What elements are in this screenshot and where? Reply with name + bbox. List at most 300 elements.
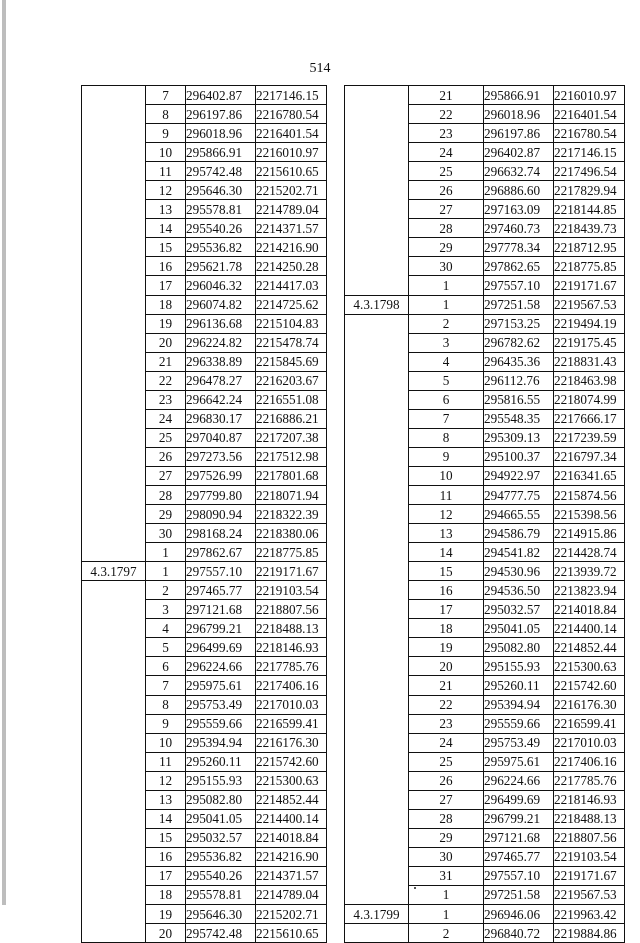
x-coordinate-cell: 296402.87 xyxy=(484,143,554,162)
scan-edge-shadow xyxy=(2,0,6,905)
point-number-cell: 7 xyxy=(409,409,484,428)
x-coordinate-cell: 296499.69 xyxy=(484,790,554,809)
x-coordinate-cell: 296782.62 xyxy=(484,333,554,352)
y-coordinate-cell: 2214400.14 xyxy=(256,809,327,828)
point-number-cell: 18 xyxy=(146,295,186,314)
y-coordinate-cell: 2218775.85 xyxy=(256,543,327,562)
y-coordinate-cell: 2214428.74 xyxy=(554,543,625,562)
table-row xyxy=(82,581,327,600)
y-coordinate-cell: 2217146.15 xyxy=(256,86,327,105)
y-coordinate-cell: 2214250.28 xyxy=(256,257,327,276)
y-coordinate-cell: 2219963.42 xyxy=(554,905,625,924)
x-coordinate-cell: 297799.80 xyxy=(186,485,256,504)
x-coordinate-cell: 294536.50 xyxy=(484,581,554,600)
point-number-cell: 19 xyxy=(146,905,186,924)
section-id-cell xyxy=(82,314,146,333)
section-id-cell xyxy=(345,695,409,714)
x-coordinate-cell: 296018.96 xyxy=(186,124,256,143)
page-number: 514 xyxy=(309,61,331,76)
point-number-cell: 15 xyxy=(146,238,186,257)
y-coordinate-cell: 2215202.71 xyxy=(256,181,327,200)
table-row xyxy=(345,581,625,600)
table-row xyxy=(345,905,625,924)
x-coordinate-cell: 297163.09 xyxy=(484,200,554,219)
table-row xyxy=(345,200,625,219)
x-coordinate-cell: 295816.55 xyxy=(484,390,554,409)
point-number-cell: 2 xyxy=(409,314,484,333)
y-coordinate-cell: 2217406.16 xyxy=(256,676,327,695)
y-coordinate-cell: 2215300.63 xyxy=(256,771,327,790)
y-coordinate-cell: 2216599.41 xyxy=(554,714,625,733)
y-coordinate-cell: 2216341.65 xyxy=(554,466,625,485)
x-coordinate-cell: 295536.82 xyxy=(186,847,256,866)
x-coordinate-cell: 295540.26 xyxy=(186,866,256,885)
point-number-cell: 19 xyxy=(146,314,186,333)
table-row xyxy=(82,390,327,409)
table-row xyxy=(82,466,327,485)
point-number-cell: 25 xyxy=(409,162,484,181)
point-number-cell: 7 xyxy=(146,676,186,695)
y-coordinate-cell: 2215104.83 xyxy=(256,314,327,333)
y-coordinate-cell: 2218807.56 xyxy=(554,828,625,847)
x-coordinate-cell: 296197.86 xyxy=(484,124,554,143)
point-number-cell: 1 xyxy=(146,543,186,562)
section-id-cell xyxy=(345,485,409,504)
point-number-cell: 9 xyxy=(146,124,186,143)
table-row xyxy=(345,638,625,657)
y-coordinate-cell: 2216401.54 xyxy=(256,124,327,143)
table-row xyxy=(345,809,625,828)
y-coordinate-cell: 2215874.56 xyxy=(554,485,625,504)
y-coordinate-cell: 2217207.38 xyxy=(256,428,327,447)
section-id-cell xyxy=(82,924,146,943)
point-number-cell: 1 xyxy=(409,885,484,904)
table-row xyxy=(82,505,327,524)
y-coordinate-cell: 2214400.14 xyxy=(554,619,625,638)
section-id-cell xyxy=(345,676,409,695)
point-number-cell: 27 xyxy=(409,790,484,809)
y-coordinate-cell: 2219567.53 xyxy=(554,885,625,904)
section-id-cell xyxy=(82,371,146,390)
point-number-cell: 27 xyxy=(409,200,484,219)
section-id-cell xyxy=(345,200,409,219)
table-row xyxy=(345,238,625,257)
table-row xyxy=(82,86,327,105)
y-coordinate-cell: 2217801.68 xyxy=(256,466,327,485)
section-id-cell xyxy=(345,733,409,752)
section-id-cell xyxy=(82,752,146,771)
x-coordinate-cell: 297153.25 xyxy=(484,314,554,333)
table-row xyxy=(82,619,327,638)
y-coordinate-cell: 2214371.57 xyxy=(256,866,327,885)
section-id-cell xyxy=(345,562,409,581)
table-row xyxy=(345,105,625,124)
point-number-cell: 17 xyxy=(146,866,186,885)
point-number-cell: 29 xyxy=(409,828,484,847)
table-row xyxy=(82,162,327,181)
table-row xyxy=(82,447,327,466)
x-coordinate-cell: 295082.80 xyxy=(186,790,256,809)
y-coordinate-cell: 2219171.67 xyxy=(554,276,625,295)
point-number-cell: 8 xyxy=(409,428,484,447)
table-row xyxy=(82,485,327,504)
y-coordinate-cell: 2216401.54 xyxy=(554,105,625,124)
y-coordinate-cell: 2215845.69 xyxy=(256,352,327,371)
x-coordinate-cell: 296435.36 xyxy=(484,352,554,371)
y-coordinate-cell: 2214852.44 xyxy=(554,638,625,657)
table-row xyxy=(82,333,327,352)
x-coordinate-cell: 294541.82 xyxy=(484,543,554,562)
section-id-cell xyxy=(82,866,146,885)
point-number-cell: 12 xyxy=(409,505,484,524)
y-coordinate-cell: 2216010.97 xyxy=(256,143,327,162)
table-row xyxy=(82,924,327,943)
section-id-cell xyxy=(82,390,146,409)
x-coordinate-cell: 294777.75 xyxy=(484,485,554,504)
x-coordinate-cell: 296830.17 xyxy=(186,409,256,428)
section-id-cell xyxy=(345,657,409,676)
y-coordinate-cell: 2214789.04 xyxy=(256,200,327,219)
table-row xyxy=(345,371,625,390)
table-row xyxy=(345,390,625,409)
x-coordinate-cell: 295536.82 xyxy=(186,238,256,257)
point-number-cell: 27 xyxy=(146,466,186,485)
x-coordinate-cell: 297251.58 xyxy=(484,885,554,904)
x-coordinate-cell: 297460.73 xyxy=(484,219,554,238)
y-coordinate-cell: 2218807.56 xyxy=(256,600,327,619)
section-id-cell xyxy=(82,409,146,428)
y-coordinate-cell: 2215398.56 xyxy=(554,505,625,524)
x-coordinate-cell: 296840.72 xyxy=(484,924,554,943)
point-number-cell: 19 xyxy=(409,638,484,657)
table-row xyxy=(82,600,327,619)
point-number-cell: 13 xyxy=(146,790,186,809)
y-coordinate-cell: 2216176.30 xyxy=(554,695,625,714)
y-coordinate-cell: 2214417.03 xyxy=(256,276,327,295)
section-id-cell xyxy=(345,505,409,524)
table-row xyxy=(345,447,625,466)
table-row xyxy=(82,409,327,428)
point-number-cell: 14 xyxy=(409,543,484,562)
point-number-cell: 2 xyxy=(409,924,484,943)
point-number-cell: 26 xyxy=(409,181,484,200)
x-coordinate-cell: 296018.96 xyxy=(484,105,554,124)
point-number-cell: 9 xyxy=(146,714,186,733)
y-coordinate-cell: 2214216.90 xyxy=(256,238,327,257)
y-coordinate-cell: 2216780.54 xyxy=(554,124,625,143)
table-row xyxy=(82,543,327,562)
point-number-cell: 6 xyxy=(146,657,186,676)
table-row xyxy=(345,314,625,333)
point-number-cell: 20 xyxy=(146,333,186,352)
x-coordinate-cell: 295082.80 xyxy=(484,638,554,657)
x-coordinate-cell: 296136.68 xyxy=(186,314,256,333)
table-row xyxy=(345,352,625,371)
point-number-cell: 25 xyxy=(409,752,484,771)
section-id-cell xyxy=(345,409,409,428)
point-number-cell: 22 xyxy=(409,105,484,124)
x-coordinate-cell: 296946.06 xyxy=(484,905,554,924)
scan-speck xyxy=(414,887,416,889)
section-id-cell xyxy=(82,600,146,619)
x-coordinate-cell: 295646.30 xyxy=(186,905,256,924)
y-coordinate-cell: 2215478.74 xyxy=(256,333,327,352)
y-coordinate-cell: 2217785.76 xyxy=(554,771,625,790)
point-number-cell: 4 xyxy=(146,619,186,638)
y-coordinate-cell: 2217239.59 xyxy=(554,428,625,447)
y-coordinate-cell: 2216176.30 xyxy=(256,733,327,752)
y-coordinate-cell: 2218831.43 xyxy=(554,352,625,371)
table-row xyxy=(345,828,625,847)
y-coordinate-cell: 2218380.06 xyxy=(256,524,327,543)
y-coordinate-cell: 2214216.90 xyxy=(256,847,327,866)
table-row xyxy=(345,733,625,752)
point-number-cell: 11 xyxy=(409,485,484,504)
y-coordinate-cell: 2217829.94 xyxy=(554,181,625,200)
y-coordinate-cell: 2219567.53 xyxy=(554,295,625,314)
x-coordinate-cell: 296886.60 xyxy=(484,181,554,200)
x-coordinate-cell: 297121.68 xyxy=(186,600,256,619)
section-id-cell xyxy=(345,790,409,809)
y-coordinate-cell: 2217010.03 xyxy=(554,733,625,752)
x-coordinate-cell: 295100.37 xyxy=(484,447,554,466)
x-coordinate-cell: 296402.87 xyxy=(186,86,256,105)
point-number-cell: 29 xyxy=(409,238,484,257)
section-id-cell xyxy=(345,105,409,124)
section-id-cell xyxy=(82,162,146,181)
table-row xyxy=(82,238,327,257)
section-id-cell xyxy=(345,276,409,295)
section-id-cell xyxy=(345,447,409,466)
x-coordinate-cell: 296478.27 xyxy=(186,371,256,390)
section-id-cell xyxy=(345,181,409,200)
x-coordinate-cell: 295559.66 xyxy=(484,714,554,733)
point-number-cell: 26 xyxy=(409,771,484,790)
section-id-cell xyxy=(82,257,146,276)
x-coordinate-cell: 295394.94 xyxy=(186,733,256,752)
section-id-cell xyxy=(345,524,409,543)
section-id-cell xyxy=(345,885,409,904)
x-coordinate-cell: 295032.57 xyxy=(186,828,256,847)
point-number-cell: 11 xyxy=(146,752,186,771)
y-coordinate-cell: 2214852.44 xyxy=(256,790,327,809)
x-coordinate-cell: 297465.77 xyxy=(484,847,554,866)
x-coordinate-cell: 297040.87 xyxy=(186,428,256,447)
point-number-cell: 22 xyxy=(409,695,484,714)
point-number-cell: 12 xyxy=(146,181,186,200)
table-row xyxy=(345,295,625,314)
point-number-cell: 1 xyxy=(409,295,484,314)
x-coordinate-cell: 295578.81 xyxy=(186,200,256,219)
point-number-cell: 14 xyxy=(146,809,186,828)
point-number-cell: 18 xyxy=(146,885,186,904)
point-number-cell: 28 xyxy=(409,219,484,238)
section-id-cell xyxy=(82,733,146,752)
point-number-cell: 14 xyxy=(146,219,186,238)
table-row xyxy=(345,600,625,619)
section-id-cell: 4.3.1797 xyxy=(82,562,146,581)
table-row xyxy=(345,466,625,485)
table-row xyxy=(82,638,327,657)
table-row xyxy=(82,771,327,790)
y-coordinate-cell: 2218144.85 xyxy=(554,200,625,219)
section-id-cell xyxy=(82,714,146,733)
section-id-cell xyxy=(345,600,409,619)
y-coordinate-cell: 2216010.97 xyxy=(554,86,625,105)
y-coordinate-cell: 2218074.99 xyxy=(554,390,625,409)
table-row xyxy=(345,695,625,714)
section-id-cell xyxy=(345,333,409,352)
point-number-cell: 3 xyxy=(146,600,186,619)
point-number-cell: 8 xyxy=(146,695,186,714)
section-id-cell xyxy=(82,619,146,638)
x-coordinate-cell: 295742.48 xyxy=(186,924,256,943)
x-coordinate-cell: 294586.79 xyxy=(484,524,554,543)
table-row xyxy=(345,866,625,885)
point-number-cell: 15 xyxy=(146,828,186,847)
point-number-cell: 12 xyxy=(146,771,186,790)
table-row xyxy=(345,524,625,543)
section-id-cell xyxy=(82,276,146,295)
x-coordinate-cell: 295646.30 xyxy=(186,181,256,200)
section-id-cell xyxy=(82,638,146,657)
x-coordinate-cell: 294530.96 xyxy=(484,562,554,581)
y-coordinate-cell: 2213939.72 xyxy=(554,562,625,581)
section-id-cell xyxy=(82,790,146,809)
section-id-cell xyxy=(345,752,409,771)
section-id-cell xyxy=(82,695,146,714)
x-coordinate-cell: 298090.94 xyxy=(186,505,256,524)
x-coordinate-cell: 295975.61 xyxy=(186,676,256,695)
y-coordinate-cell: 2214018.84 xyxy=(256,828,327,847)
section-id-cell xyxy=(82,238,146,257)
section-id-cell xyxy=(345,390,409,409)
x-coordinate-cell: 297862.67 xyxy=(186,543,256,562)
table-row xyxy=(345,676,625,695)
y-coordinate-cell: 2213823.94 xyxy=(554,581,625,600)
table-row xyxy=(345,276,625,295)
section-id-cell xyxy=(345,257,409,276)
y-coordinate-cell: 2218775.85 xyxy=(554,257,625,276)
y-coordinate-cell: 2219884.86 xyxy=(554,924,625,943)
x-coordinate-cell: 295753.49 xyxy=(186,695,256,714)
table-row xyxy=(345,143,625,162)
x-coordinate-cell: 296799.21 xyxy=(186,619,256,638)
y-coordinate-cell: 2214789.04 xyxy=(256,885,327,904)
point-number-cell: 10 xyxy=(146,143,186,162)
x-coordinate-cell: 295866.91 xyxy=(186,143,256,162)
x-coordinate-cell: 297251.58 xyxy=(484,295,554,314)
table-row xyxy=(82,371,327,390)
y-coordinate-cell: 2216780.54 xyxy=(256,105,327,124)
section-id-cell xyxy=(82,543,146,562)
section-id-cell: 4.3.1798 xyxy=(345,295,409,314)
section-id-cell xyxy=(82,200,146,219)
point-number-cell: 13 xyxy=(146,200,186,219)
point-number-cell: 3 xyxy=(409,333,484,352)
point-number-cell: 4 xyxy=(409,352,484,371)
y-coordinate-cell: 2214725.62 xyxy=(256,295,327,314)
table-row xyxy=(82,752,327,771)
section-id-cell xyxy=(82,581,146,600)
table-row xyxy=(82,352,327,371)
section-id-cell xyxy=(82,676,146,695)
point-number-cell: 31 xyxy=(409,866,484,885)
table-row xyxy=(82,124,327,143)
section-id-cell xyxy=(345,352,409,371)
x-coordinate-cell: 297526.99 xyxy=(186,466,256,485)
x-coordinate-cell: 296799.21 xyxy=(484,809,554,828)
y-coordinate-cell: 2218146.93 xyxy=(256,638,327,657)
table-row xyxy=(82,790,327,809)
point-number-cell: 21 xyxy=(409,86,484,105)
y-coordinate-cell: 2215742.60 xyxy=(554,676,625,695)
x-coordinate-cell: 294922.97 xyxy=(484,466,554,485)
point-number-cell: 23 xyxy=(409,714,484,733)
y-coordinate-cell: 2219171.67 xyxy=(256,562,327,581)
table-row xyxy=(345,219,625,238)
section-id-cell xyxy=(82,847,146,866)
point-number-cell: 7 xyxy=(146,86,186,105)
x-coordinate-cell: 296112.76 xyxy=(484,371,554,390)
y-coordinate-cell: 2214018.84 xyxy=(554,600,625,619)
y-coordinate-cell: 2215300.63 xyxy=(554,657,625,676)
point-number-cell: 22 xyxy=(146,371,186,390)
point-number-cell: 11 xyxy=(146,162,186,181)
y-coordinate-cell: 2219103.54 xyxy=(256,581,327,600)
table-row xyxy=(345,924,625,943)
section-id-cell xyxy=(82,295,146,314)
table-row xyxy=(82,847,327,866)
table-row xyxy=(345,619,625,638)
section-id-cell xyxy=(82,466,146,485)
table-row xyxy=(82,885,327,904)
x-coordinate-cell: 295578.81 xyxy=(186,885,256,904)
x-coordinate-cell: 296046.32 xyxy=(186,276,256,295)
x-coordinate-cell: 296632.74 xyxy=(484,162,554,181)
table-row xyxy=(82,714,327,733)
x-coordinate-cell: 295309.13 xyxy=(484,428,554,447)
x-coordinate-cell: 297778.34 xyxy=(484,238,554,257)
y-coordinate-cell: 2219103.54 xyxy=(554,847,625,866)
point-number-cell: 30 xyxy=(409,257,484,276)
coordinates-table-right xyxy=(344,85,625,943)
x-coordinate-cell: 297557.10 xyxy=(186,562,256,581)
section-id-cell xyxy=(345,219,409,238)
y-coordinate-cell: 2218712.95 xyxy=(554,238,625,257)
section-id-cell xyxy=(345,466,409,485)
x-coordinate-cell: 295260.11 xyxy=(484,676,554,695)
coordinates-table-right-body xyxy=(345,86,625,943)
x-coordinate-cell: 297465.77 xyxy=(186,581,256,600)
coordinates-table-left xyxy=(81,85,327,943)
y-coordinate-cell: 2219494.19 xyxy=(554,314,625,333)
y-coordinate-cell: 2219171.67 xyxy=(554,866,625,885)
point-number-cell: 24 xyxy=(146,409,186,428)
point-number-cell: 25 xyxy=(146,428,186,447)
table-row xyxy=(82,200,327,219)
section-id-cell xyxy=(82,333,146,352)
section-id-cell xyxy=(345,543,409,562)
table-row xyxy=(345,428,625,447)
table-row xyxy=(345,847,625,866)
section-id-cell xyxy=(82,657,146,676)
x-coordinate-cell: 296224.66 xyxy=(484,771,554,790)
section-id-cell xyxy=(345,924,409,943)
table-row xyxy=(82,428,327,447)
section-id-cell xyxy=(345,771,409,790)
x-coordinate-cell: 297862.65 xyxy=(484,257,554,276)
